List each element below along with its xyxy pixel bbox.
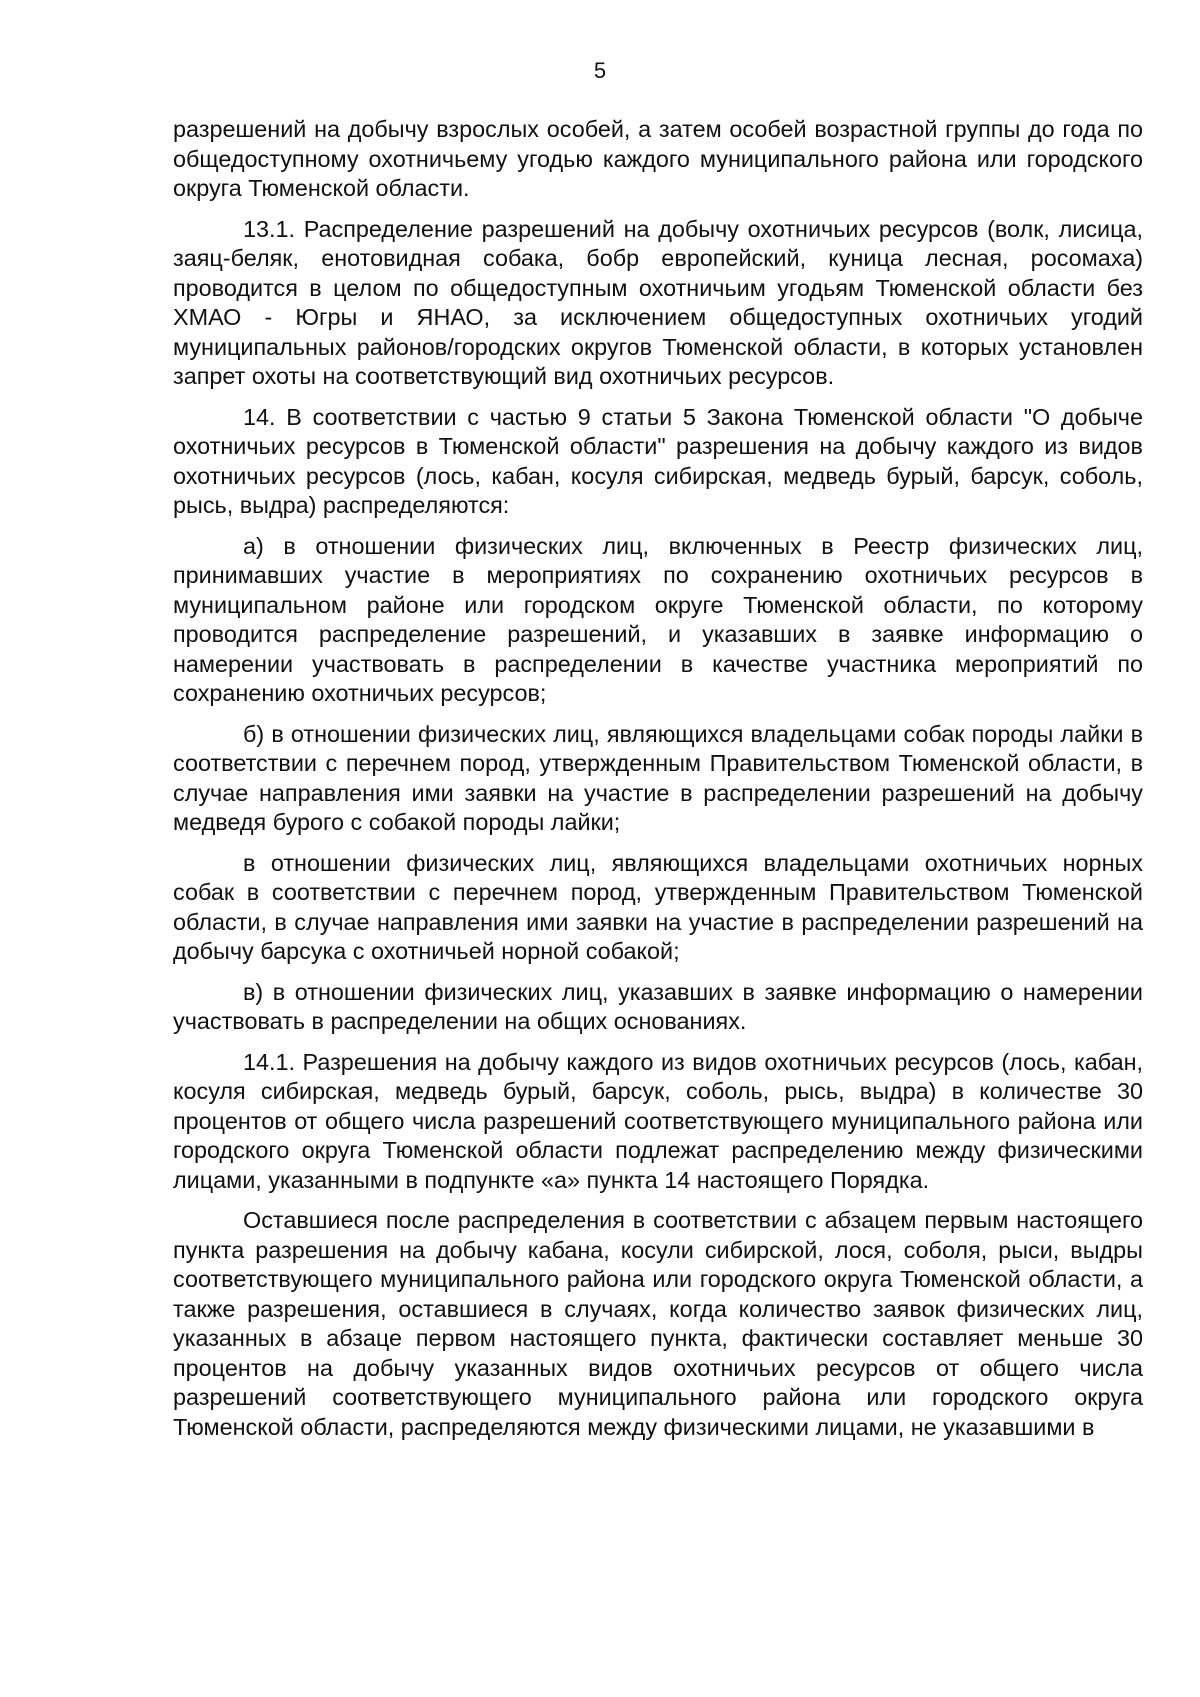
- paragraph-14: 14. В соответствии с частью 9 статьи 5 Закона Тюменской области "О добыче охотничьих ресурсов в Тюменской области" разрешения на добычу каждого из видов охотничьих ресурсов (лось, кабан, косуля сибирская, медведь бурый, барсук, соболь, рысь, выдра) распределяются:: [173, 403, 1143, 518]
- page-number: 5: [593, 58, 607, 83]
- paragraph-14-b: б) в отношении физических лиц, являющихся владельцами собак породы лайки в соответствии с перечнем пород, утвержденным Правительством Тюменской области, в случае направления ими заявки на участие в распределении разрешений на добычу медведя бурого с собакой породы лайки;: [173, 720, 1143, 835]
- paragraph-14-1: 14.1. Разрешения на добычу каждого из видов охотничьих ресурсов (лось, кабан, косуля сибирская, медведь бурый, барсук, соболь, рысь, выдра) в количестве 30 процентов от общего числа разрешений соответствующего муниципального района или городского округа Тюменской области подлежат распределению между физическими лицами, указанными в подпункте «а» пункта 14 настоящего Порядка.: [173, 1048, 1143, 1193]
- paragraph-14-1-second: Оставшиеся после распределения в соответствии с абзацем первым настоящего пункта разрешения на добычу кабана, косули сибирской, лося, соболя, рыси, выдры соответствующего муниципального района или городского округа Тюменской области, а также разрешения, оставшиеся в случаях, когда количество заявок физических лиц, указанных в абзаце первом настоящего пункта, фактически составляет меньше 30 процентов на добычу указанных видов охотничьих ресурсов от общего числа разрешений соответствующего муниципального района или городского округа Тюменской области, распределяются между физическими лицами, не указавшими в: [173, 1207, 1143, 1440]
- document-body: [173, 115, 1143, 1453]
- paragraph-14-b-second: в отношении физических лиц, являющихся владельцами охотничьих норных собак в соответствии с перечнем пород, утвержденным Правительством Тюменской области, в случае направления ими заявки на участие в распределении разрешений на добычу барсука с охотничьей норной собакой;: [173, 849, 1143, 964]
- paragraph-continuation: разрешений на добычу взрослых особей, а затем особей возрастной группы до года по общедоступному охотничьему угодью каждого муниципального района или городского округа Тюменской области.: [173, 116, 1143, 201]
- paragraph-13-1: 13.1. Распределение разрешений на добычу охотничьих ресурсов (волк, лисица, заяц-беляк, енотовидная собака, бобр европейский, куница лесная, росомаха) проводится в целом по общедоступным охотничьим угодьям Тюменской области без ХМАО - Югры и ЯНАО, за исключением общедоступных охотничьих угодий муниципальных районов/городских округов Тюменской области, в которых установлен запрет охоты на соответствующий вид охотничьих ресурсов.: [173, 215, 1143, 389]
- paragraph-14-a: а) в отношении физических лиц, включенных в Реестр физических лиц, принимавших участие в мероприятиях по сохранению охотничьих ресурсов в муниципальном районе или городском округе Тюменской области, по которому проводится распределение разрешений, и указавших в заявке информацию о намерении участвовать в распределении в качестве участника мероприятий по сохранению охотничьих ресурсов;: [173, 532, 1143, 706]
- paragraph-14-v: в) в отношении физических лиц, указавших в заявке информацию о намерении участвовать в распределении на общих основаниях.: [173, 978, 1143, 1034]
